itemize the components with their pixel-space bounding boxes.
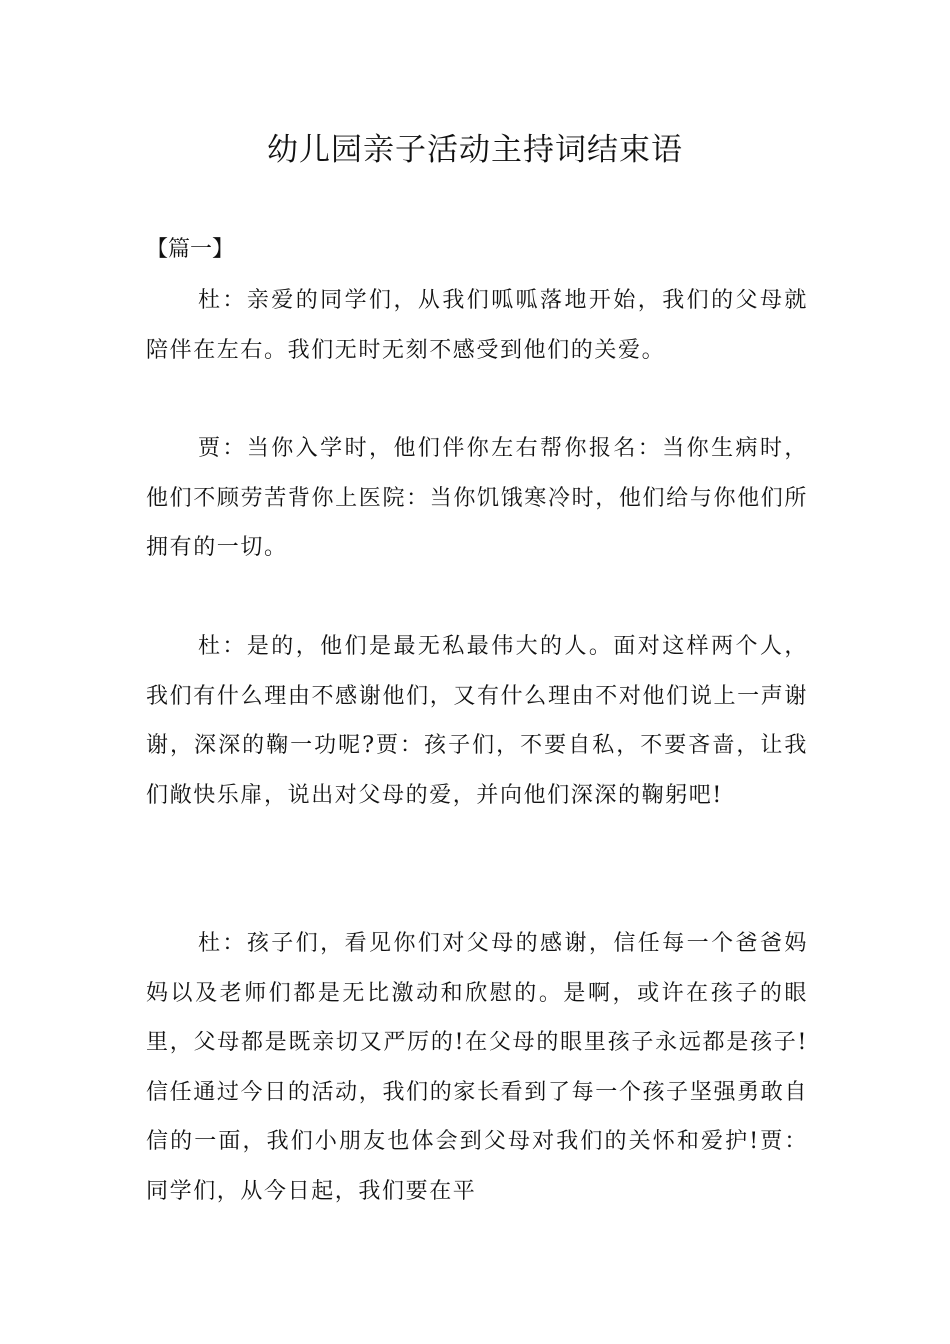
paragraph-3: 杜：是的，他们是最无私最伟大的人。面对这样两个人，我们有什么理由不感谢他们，又有什么理由不对他们说上一声谢谢，深深的鞠一功呢?贾：孩子们，不要自私，不要吝啬，让我们敞快乐扉，说出对父母的爱，并向他们深深的鞠躬吧! (146, 634, 808, 808)
paragraph-4: 杜：孩子们，看见你们对父母的感谢，信任每一个爸爸妈妈以及老师们都是无比激动和欣慰的。是啊，或许在孩子的眼里，父母都是既亲切又严厉的!在父母的眼里孩子永远都是孩子!信任通过今日的活动，我们的家长看到了每一个孩子坚强勇敢自信的一面，我们小朋友也体会到父母对我们的关怀和爱护!贾：同学们，从今日起，我们要在平 (146, 931, 808, 1204)
document-title: 幼儿园亲子活动主持词结束语 (267, 132, 683, 168)
section-heading: 【篇一】 (146, 237, 235, 262)
paragraph-1: 杜：亲爱的同学们，从我们呱呱落地开始，我们的父母就陪伴在左右。我们无时无刻不感受到他们的关爱。 (146, 288, 808, 363)
paragraph-2: 贾：当你入学时，他们伴你左右帮你报名：当你生病时，他们不顾劳苦背你上医院：当你饥饿寒冷时，他们给与你他们所拥有的一切。 (146, 436, 808, 561)
